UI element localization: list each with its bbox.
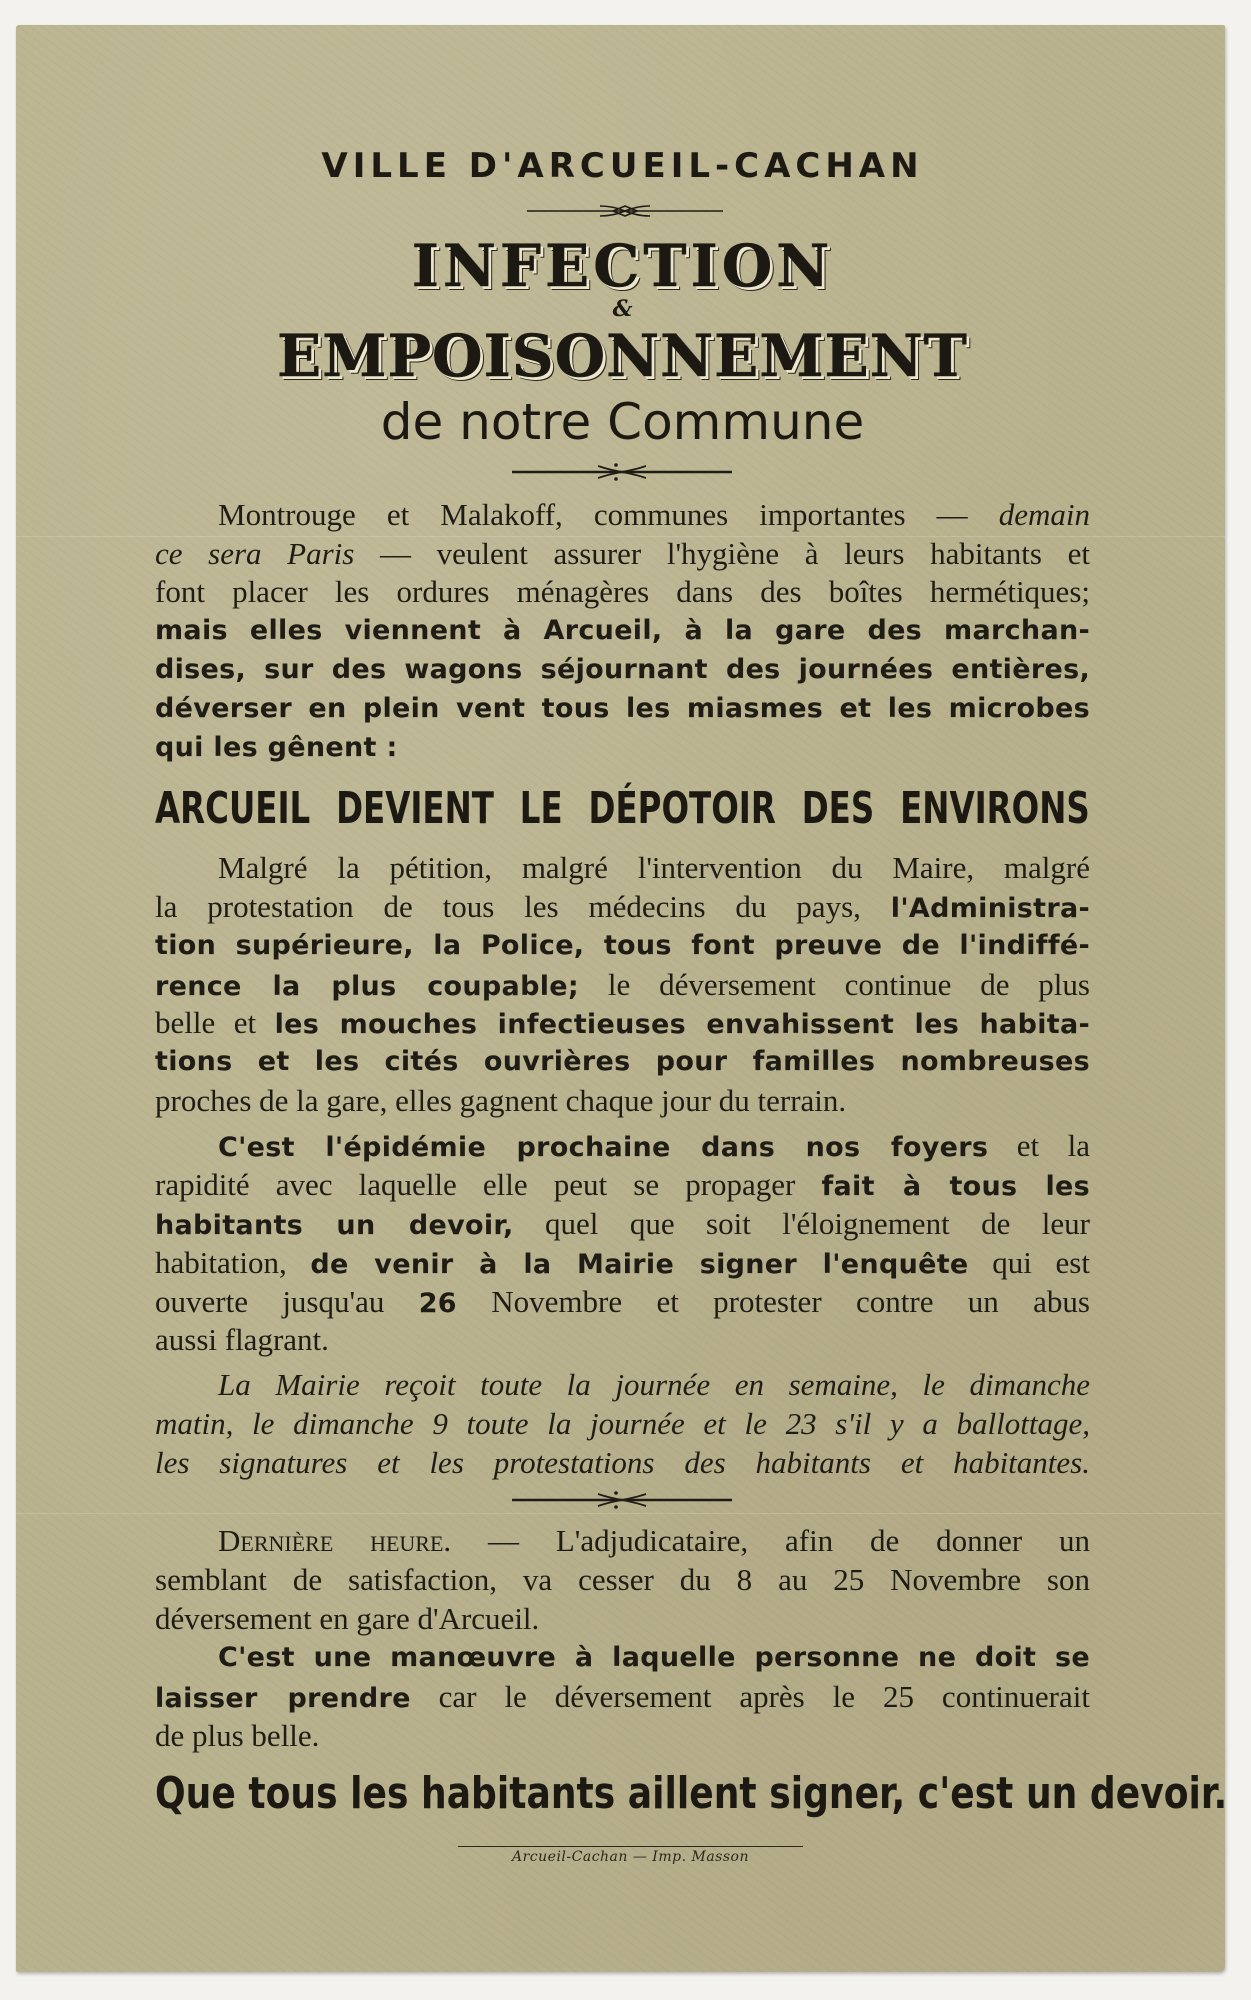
- body-line: Montrouge et Malakoff, communes importantes — demain: [218, 497, 1090, 532]
- subtitle: de notre Commune: [380, 393, 865, 451]
- body-line: belle et les mouches infectieuses envahissent les habita-: [155, 1005, 1090, 1040]
- body-line-bold: mais elles viennent à Arcueil, à la gare des marchan-: [155, 615, 1090, 646]
- dagger-ornament-icon: [510, 461, 734, 483]
- body-line-bold: tions et les cités ouvrières pour familles nombreuses: [155, 1046, 1090, 1077]
- scroll-ornament-icon: [525, 200, 725, 222]
- dagger-ornament-icon: [510, 1489, 734, 1511]
- body-line-bold: C'est une manœuvre à laquelle personne ne doit se: [218, 1642, 1090, 1673]
- body-line-italic: les signatures et les protestations des habitants et habitantes.: [155, 1445, 1090, 1480]
- body-line: la protestation de tous les médecins du pays, l'Administra-: [155, 889, 1090, 924]
- body-line: déversement en gare d'Arcueil.: [155, 1601, 540, 1636]
- body-line: ce sera Paris — veulent assurer l'hygiène à leurs habitants et: [155, 536, 1090, 571]
- title-ampersand: &: [612, 296, 633, 322]
- body-line: laisser prendre car le déversement après le 25 continuerait: [155, 1679, 1090, 1714]
- body-line-italic: matin, le dimanche 9 toute la journée et le 23 s'il y a ballottage,: [155, 1406, 1090, 1441]
- body-line: aussi flagrant.: [155, 1322, 329, 1357]
- town-name: VILLE D'ARCUEIL-CACHAN: [321, 146, 924, 186]
- printer-imprint: Arcueil-Cachan — Imp. Masson: [512, 1849, 749, 1865]
- body-line: Dernière heure. — L'adjudicataire, afin de donner un: [218, 1523, 1090, 1558]
- body-line-bold: dises, sur des wagons séjournant des journées entières,: [155, 654, 1090, 685]
- body-line: C'est l'épidémie prochaine dans nos foyers et la: [218, 1128, 1090, 1163]
- body-line-bold: tion supérieure, la Police, tous font preuve de l'indiffé-: [155, 930, 1090, 961]
- body-line: semblant de satisfaction, va cesser du 8 au 25 Novembre son: [155, 1562, 1090, 1597]
- title-empoisonnement: EMPOISONNEMENT: [277, 322, 968, 390]
- body-line: ouverte jusqu'au 26 Novembre et protester contre un abus: [155, 1284, 1090, 1319]
- body-line: proches de la gare, elles gagnent chaque jour du terrain.: [155, 1083, 847, 1118]
- body-line-italic: La Mairie reçoit toute la journée en semaine, le dimanche: [218, 1367, 1090, 1402]
- body-line: rapidité avec laquelle elle peut se propager fait à tous les: [155, 1167, 1090, 1202]
- body-line: habitants un devoir, quel que soit l'éloignement de leur: [155, 1206, 1090, 1241]
- body-line: de plus belle.: [155, 1718, 320, 1753]
- title-infection: INFECTION: [411, 232, 834, 300]
- imprint-rule: [458, 1846, 803, 1847]
- body-line: habitation, de venir à la Mairie signer l'enquête qui est: [155, 1245, 1090, 1280]
- headline: ARCUEIL DEVIENT LE DÉPOTOIR DES ENVIRONS: [155, 783, 1090, 834]
- body-line: font placer les ordures ménagères dans des boîtes hermétiques;: [155, 574, 1090, 609]
- body-line-bold: qui les gênent :: [155, 732, 398, 763]
- body-line: rence la plus coupable; le déversement continue de plus: [155, 967, 1090, 1002]
- closing-call: Que tous les habitants aillent signer, c'est un devoir.: [155, 1768, 1228, 1819]
- body-line-bold: déverser en plein vent tous les miasmes et les microbes: [155, 693, 1090, 724]
- body-line: Malgré la pétition, malgré l'intervention du Maire, malgré: [218, 850, 1090, 885]
- paper-fold-line: [16, 1513, 1225, 1514]
